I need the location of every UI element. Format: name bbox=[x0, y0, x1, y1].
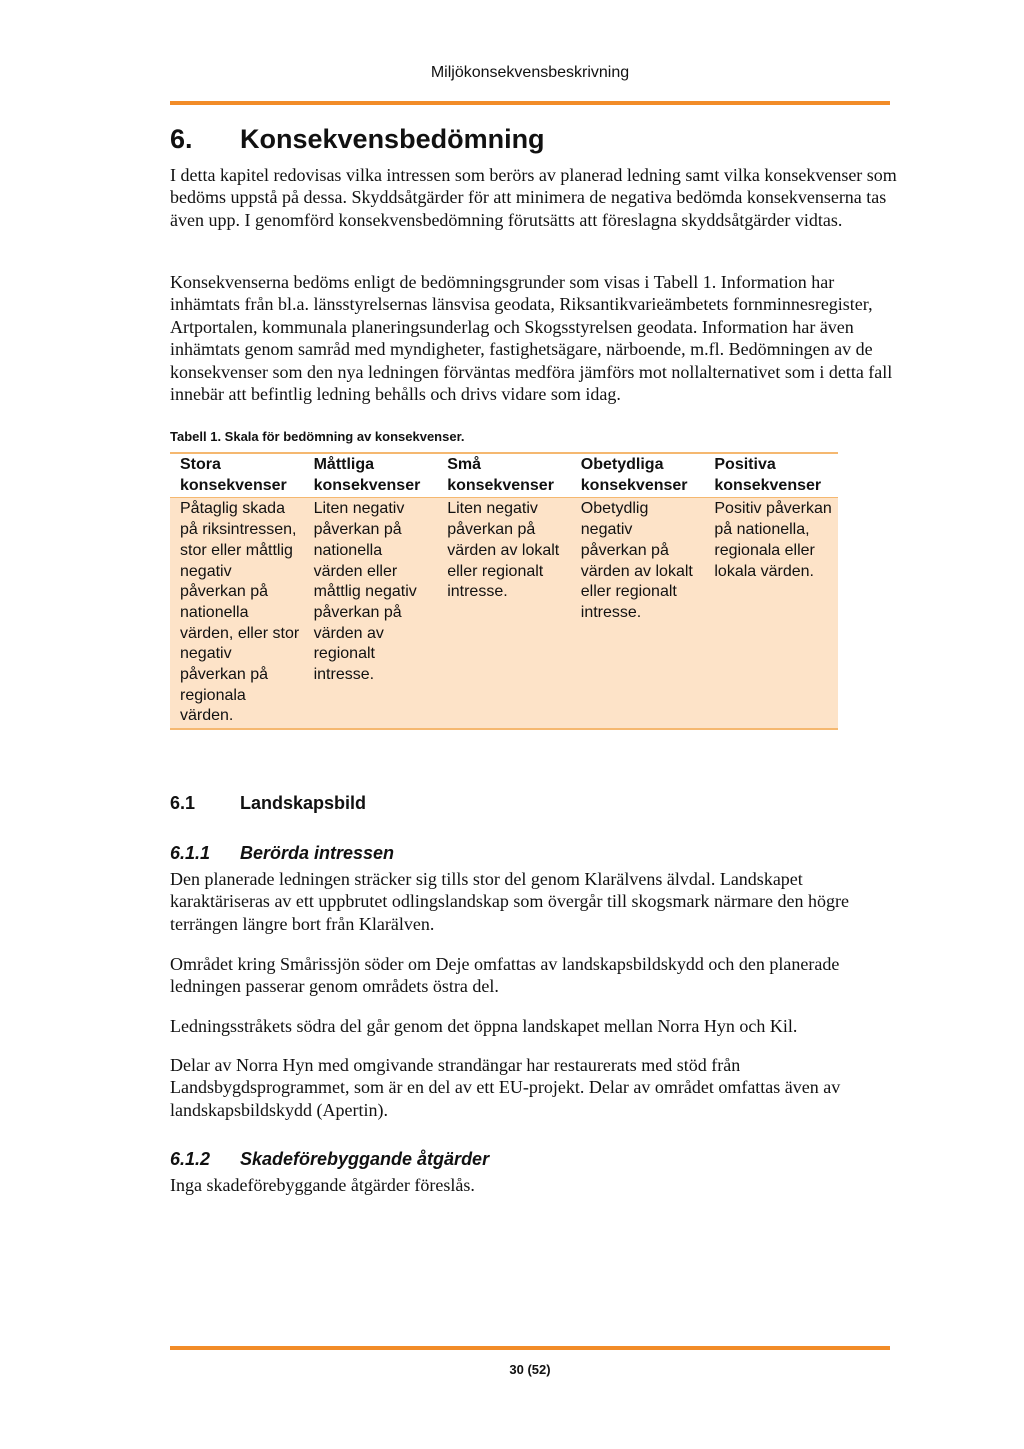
measures-paragraph: Inga skadeförebyggande åtgärder föreslås. bbox=[170, 1175, 475, 1195]
table-row bbox=[170, 498, 838, 729]
running-header: Miljökonsekvensbeskrivning bbox=[430, 64, 630, 81]
page-number: 30 (52) bbox=[509, 1362, 551, 1377]
section-title: Konsekvensbedömning bbox=[240, 124, 545, 154]
section-number: 6. bbox=[170, 124, 193, 154]
subsection-number: 6.1 bbox=[170, 793, 196, 813]
cell-mattliga: Liten negativ påverkan på nationella värden eller måttlig negativ påverkan på värden av regionalt intresse. bbox=[304, 498, 438, 729]
consequence-scale-table bbox=[170, 452, 838, 730]
subsubsection-title-1: Berörda intressen bbox=[240, 843, 395, 863]
header-positiva: Positiva konsekvenser bbox=[704, 453, 838, 498]
header-mattliga: Måttliga konsekvenser bbox=[304, 453, 438, 498]
intro-paragraph: I detta kapitel redovisas vilka intressen som berörs av planerad ledning samt vilka konsekvenser som bedöms uppstå på dessa. Skyddsåtgärder för att minimera de negativa bedömda konsekvenserna tas även upp. I genomförd konsekvensbedömning förutsätts att föreslagna skyddsåtgärder vidtas. bbox=[170, 165, 897, 230]
cell-stora: Påtaglig skada på riksintressen, stor eller måttlig negativ påverkan på nationella värden, eller stor negativ påverkan på regionala värden. bbox=[170, 498, 304, 729]
table-header-row bbox=[170, 453, 838, 498]
subsubsection-number-2: 6.1.2 bbox=[170, 1149, 211, 1169]
cell-sma: Liten negativ påverkan på värden av lokalt eller regionalt intresse. bbox=[437, 498, 571, 729]
subsection-title: Landskapsbild bbox=[240, 793, 367, 813]
method-paragraph: Konsekvenserna bedöms enligt de bedömningsgrunder som visas i Tabell 1. Information har inhämtats från bl.a. länsstyrelsernas länsvisa geodata, Riksantikvarieämbetets fornminnesregister, Artportalen, kommunala planeringsunderlag och Skogsstyrelsen geodata. Information har även inhämtats genom samråd med myndigheter, fastighetsägare, närboende, m.fl. Bedömningen av de konsekvenser som den nya ledningen förväntas medföra jämförs mot nollalternativet som i detta fall innebär att befintlig ledning behålls och drivs vidare som idag. bbox=[170, 272, 893, 405]
landscape-paragraph-4: Delar av Norra Hyn med omgivande strandängar har restaurerats med stöd från Landsbygdsprogrammet, som är en del av ett EU-projekt. Delar av området omfattas även av landskapsbildskydd (Apertin). bbox=[170, 1055, 841, 1120]
subsection-heading bbox=[170, 793, 366, 814]
header-rule bbox=[170, 101, 890, 105]
footer-rule bbox=[170, 1346, 890, 1350]
landscape-paragraph-2: Området kring Smårissjön söder om Deje omfattas av landskapsbildskydd och den planerade ledningen passerar genom områdets östra del. bbox=[170, 954, 840, 997]
header-obetydliga: Obetydliga konsekvenser bbox=[571, 453, 705, 498]
header-stora: Stora konsekvenser bbox=[170, 453, 304, 498]
table-caption: Tabell 1. Skala för bedömning av konsekvenser. bbox=[170, 429, 465, 444]
cell-obetydliga: Obetydlig negativ påverkan på värden av lokalt eller regionalt intresse. bbox=[571, 498, 705, 729]
subsubsection-heading-1 bbox=[170, 843, 394, 864]
landscape-paragraph-1: Den planerade ledningen sträcker sig tills stor del genom Klarälvens älvdal. Landskapet karaktäriseras av ett uppbrutet odlingslandskap som övergår till skogsmark närmare den högre terrängen längre bort från Klarälven. bbox=[170, 869, 849, 934]
subsubsection-number-1: 6.1.1 bbox=[170, 843, 211, 863]
subsubsection-title-2: Skadeförebyggande åtgärder bbox=[240, 1149, 490, 1169]
subsubsection-heading-2 bbox=[170, 1149, 489, 1170]
cell-positiva: Positiv påverkan på nationella, regionala eller lokala värden. bbox=[704, 498, 838, 729]
section-heading bbox=[170, 124, 890, 155]
header-sma: Små konsekvenser bbox=[437, 453, 571, 498]
landscape-paragraph-3: Ledningsstråkets södra del går genom det öppna landskapet mellan Norra Hyn och Kil. bbox=[170, 1016, 798, 1036]
